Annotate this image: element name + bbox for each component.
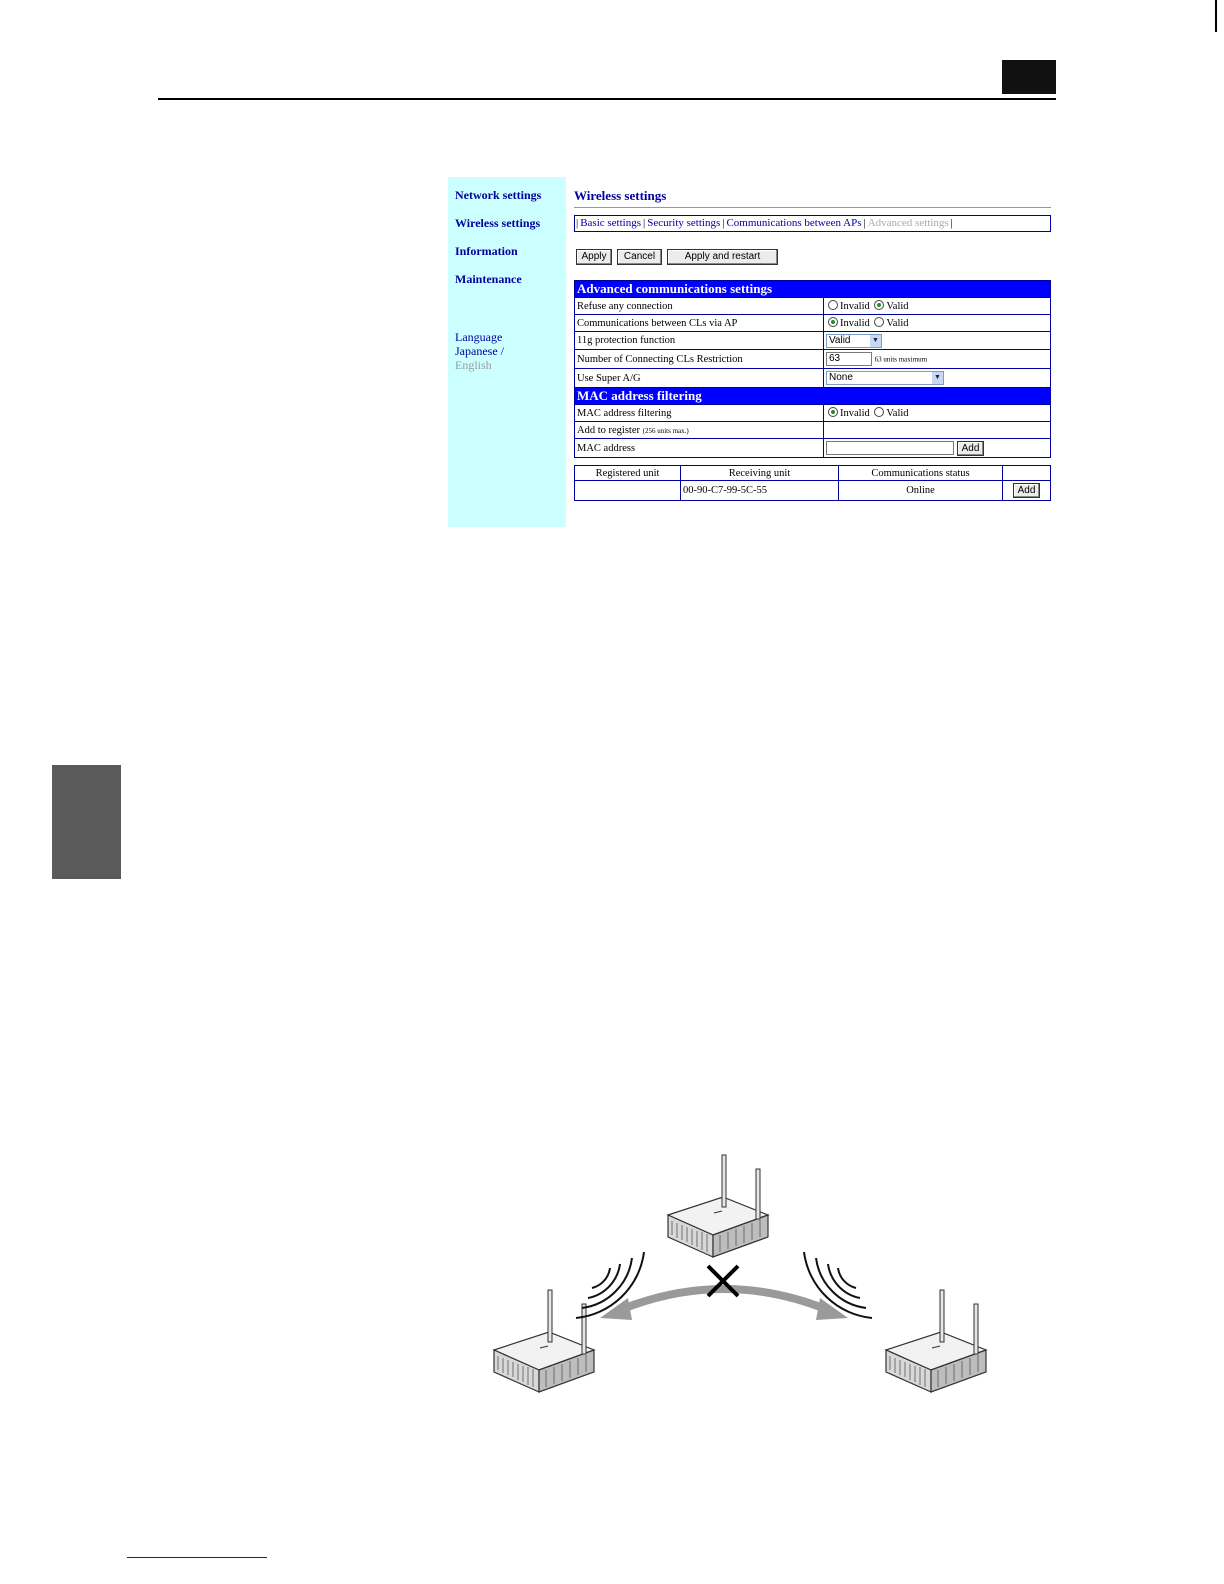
subnav-separator: | — [576, 217, 579, 229]
subnav-separator: | — [643, 217, 646, 229]
row-receiving: 00-90-C7-99-5C-55 — [681, 481, 839, 501]
access-point-top — [668, 1155, 768, 1257]
subnav-security-settings[interactable]: Security settings — [647, 217, 721, 229]
registered-units-table — [574, 465, 1051, 501]
main-panel — [574, 177, 1052, 527]
mac-filter-valid-radio[interactable] — [874, 407, 884, 417]
add-register-note: (256 units max.) — [642, 426, 689, 435]
max-cl-note: 63 units maximum — [874, 355, 928, 364]
page-title: Wireless settings — [574, 188, 667, 203]
row-registered — [575, 481, 681, 501]
language-japanese-link[interactable]: Japanese / — [455, 344, 504, 358]
radio-label: Valid — [886, 408, 909, 419]
comm-cl-options — [824, 315, 1051, 332]
subnav-separator: | — [722, 217, 725, 229]
advanced-header: Advanced communications settings — [575, 281, 1051, 298]
subnav-separator: | — [863, 217, 866, 229]
access-point-left — [494, 1290, 594, 1392]
chevron-down-icon: ▼ — [932, 372, 943, 384]
header-rule — [158, 98, 1056, 100]
super-ag-select[interactable] — [826, 371, 944, 385]
subnav-basic-settings[interactable]: Basic settings — [580, 217, 642, 229]
refuse-invalid-radio[interactable] — [828, 300, 838, 310]
super-ag-label: Use Super A/G — [575, 369, 824, 388]
row-action-cell — [1003, 481, 1051, 501]
nav-network-settings[interactable]: Network settings — [455, 188, 542, 202]
access-points-illustration — [480, 1140, 1000, 1400]
language-english-link: English — [455, 358, 492, 372]
cancel-button[interactable]: Cancel — [617, 249, 662, 265]
add-register-label: Add to register — [577, 424, 640, 436]
super-ag-value: None — [829, 372, 853, 383]
apply-restart-button[interactable]: Apply and restart — [667, 249, 778, 265]
mac-address-input[interactable] — [826, 441, 954, 455]
mac-filter-invalid-radio[interactable] — [828, 407, 838, 417]
mac-address-label: MAC address — [575, 439, 824, 458]
communication-arc — [620, 1289, 828, 1310]
col-communications-status: Communications status — [839, 466, 1003, 481]
access-point-right — [886, 1290, 986, 1392]
refuse-options — [824, 298, 1051, 315]
comm-cl-valid-radio[interactable] — [874, 317, 884, 327]
footer-rule — [127, 1557, 267, 1558]
apply-button[interactable]: Apply — [576, 249, 612, 265]
nav-maintenance[interactable]: Maintenance — [455, 272, 522, 286]
subnav-communications-between-aps[interactable]: Communications between APs — [726, 217, 862, 229]
advanced-settings-table — [574, 280, 1051, 458]
max-cl-label: Number of Connecting CLs Restriction — [575, 350, 824, 369]
page-edge-line — [1215, 0, 1217, 32]
row-status: Online — [839, 481, 1003, 501]
max-cl-cell — [824, 350, 1051, 369]
comm-cl-label: Communications between CLs via AP — [575, 315, 824, 332]
sidebar — [448, 177, 566, 527]
radio-label: Valid — [886, 301, 909, 312]
radio-label: Valid — [886, 318, 909, 329]
table-row — [575, 481, 1051, 501]
row-add-button[interactable]: Add — [1013, 483, 1041, 498]
add-register-empty — [824, 422, 1051, 439]
mac-add-button[interactable]: Add — [957, 441, 985, 456]
mac-filter-label: MAC address filtering — [575, 405, 824, 422]
col-receiving-unit: Receiving unit — [681, 466, 839, 481]
subnav-advanced-settings: Advanced settings — [867, 217, 949, 229]
refuse-label: Refuse any connection — [575, 298, 824, 315]
title-rule — [574, 207, 1051, 208]
radio-label: Invalid — [840, 408, 870, 419]
col-action — [1003, 466, 1051, 481]
radio-label: Invalid — [840, 301, 870, 312]
protection-select[interactable] — [826, 334, 882, 348]
chevron-down-icon: ▼ — [870, 335, 881, 347]
chapter-tab-top — [1002, 60, 1056, 94]
chapter-tab-side — [52, 765, 121, 879]
nav-wireless-settings[interactable]: Wireless settings — [455, 216, 541, 230]
nav-information[interactable]: Information — [455, 244, 518, 258]
add-register-cell — [575, 422, 824, 439]
max-cl-input[interactable]: 63 — [826, 352, 872, 366]
refuse-valid-radio[interactable] — [874, 300, 884, 310]
protection-label: 11g protection function — [575, 332, 824, 350]
sub-navigation — [574, 215, 1051, 232]
mac-address-cell — [824, 439, 1051, 458]
comm-cl-invalid-radio[interactable] — [828, 317, 838, 327]
protection-cell — [824, 332, 1051, 350]
settings-screenshot — [448, 177, 1055, 527]
protection-value: Valid — [829, 334, 851, 346]
col-registered-unit: Registered unit — [575, 466, 681, 481]
mac-filter-options — [824, 405, 1051, 422]
super-ag-cell — [824, 369, 1051, 388]
mac-header: MAC address filtering — [575, 388, 1051, 405]
radio-label: Invalid — [840, 318, 870, 329]
subnav-separator: | — [950, 217, 953, 229]
language-label: Language — [455, 330, 503, 344]
